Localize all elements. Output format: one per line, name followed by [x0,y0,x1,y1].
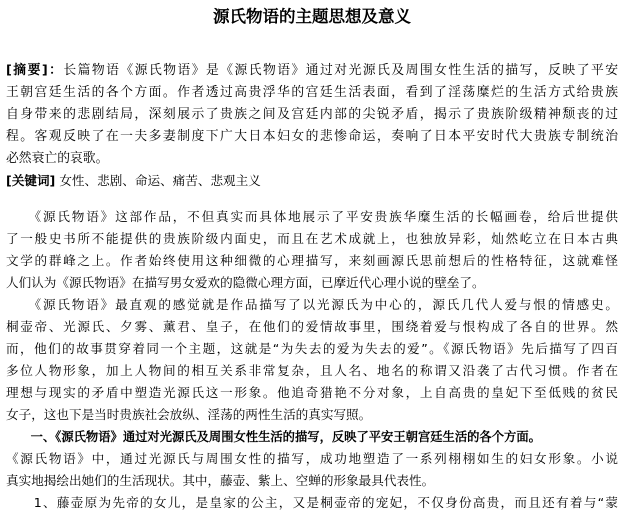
body-line-6: 桐壶帝、光源氏、夕雾、薰君、皇子，在他们的爱情故事里，围绕着爱与恨构成了各自的世界。然 [6,319,618,334]
body-line-5: 《源氏物语》最直观的感觉就是作品描写了以光源氏为中心的，源氏几代人爱与恨的情感史。 [6,297,618,312]
abstract-line-2: 王朝宫廷生活的各个方面。作者透过高贵浮华的宫廷生活表面，看到了淫荡糜烂的生活方式给贵族 [6,85,618,100]
body-line-3: 文学的群峰之上。作者始终使用这种细微的心理描写，来刻画源氏思前想后的性格特征，这就难怪 [6,253,618,268]
body-line-9: 理想与现实的矛盾中塑造光源氏这一形象。他追奇猎艳不分对象，上自高贵的皇妃下至低贱的贫民 [6,385,618,400]
body-line-1: 《源氏物语》这部作品，不但真实而具体地展示了平安贵族华糜生活的长幅画卷，给后世提供 [6,209,618,224]
abstract-text-1: 长篇物语《源氏物语》是《源氏物语》通过对光源氏及周围女性生活的描写，反映了平安 [63,63,619,78]
body-line-4: 人们认为《源氏物语》在描写男女爱欢的隐微心理方面，已摩近代心理小说的壁垒了。 [6,275,485,290]
document-title: 源氏物语的主题思想及意义 [213,7,411,26]
section-heading: 一、《源氏物语》通过对光源氏及周围女性生活的描写，反映了平安王朝宫廷生活的各个方面。 [6,430,541,444]
abstract-line-1 [6,60,618,82]
keywords-text: 女性、悲剧、命运、痛苦、悲观主义 [59,173,261,188]
body-line-2: 了一般史书所不能提供的贵族阶级内面史，而且在艺术成就上，也独放异彩，灿然屹立在日本古典 [6,231,618,246]
section-line-1: 《源氏物语》中，通过光源氏与周围女性的描写，成功地塑造了一系列栩栩如生的妇女形象。小说 [6,451,618,466]
abstract-line-5: 必然衰亡的哀歌。 [6,151,109,166]
body-line-10: 女子，这也下是当时贵族社会放纵、淫荡的两性生活的真实写照。 [6,407,372,422]
body-line-8: 多位人物形象，加上人物间的相互关系非常复杂，且人名、地名的称谓又沿袭了古代习惯。作者在 [6,363,618,378]
body-line-7: 而，他们的故事贯穿着同一个主题，这就是“为失去的爱为失去的爱”。《源氏物语》先后描写了四百 [6,341,618,356]
keywords-line [6,170,618,192]
abstract-line-4: 程。客观反映了在一夫多妻制度下广大日本妇女的悲惨命运，奏响了日本平安时代大贵族专制统治 [6,129,618,144]
section-line-3: 1、藤壶原为先帝的女儿，是皇家的公主，又是桐壶帝的宠妃，不仅身份高贵，而且还有着与“蒙 [6,495,618,510]
abstract-label: [摘要]： [6,63,64,78]
keywords-label: [关键词] [6,173,56,188]
section-line-2: 真实地揭绘出她们的生活现状。其中，藤壶、紫上、空蝉的形象最具代表性。 [6,473,435,488]
abstract-line-3: 自身带来的悲剧结局，深刻展示了贵族之间及宫廷内部的尖锐矛盾，揭示了贵族阶级精神颓丧的过 [6,107,618,122]
